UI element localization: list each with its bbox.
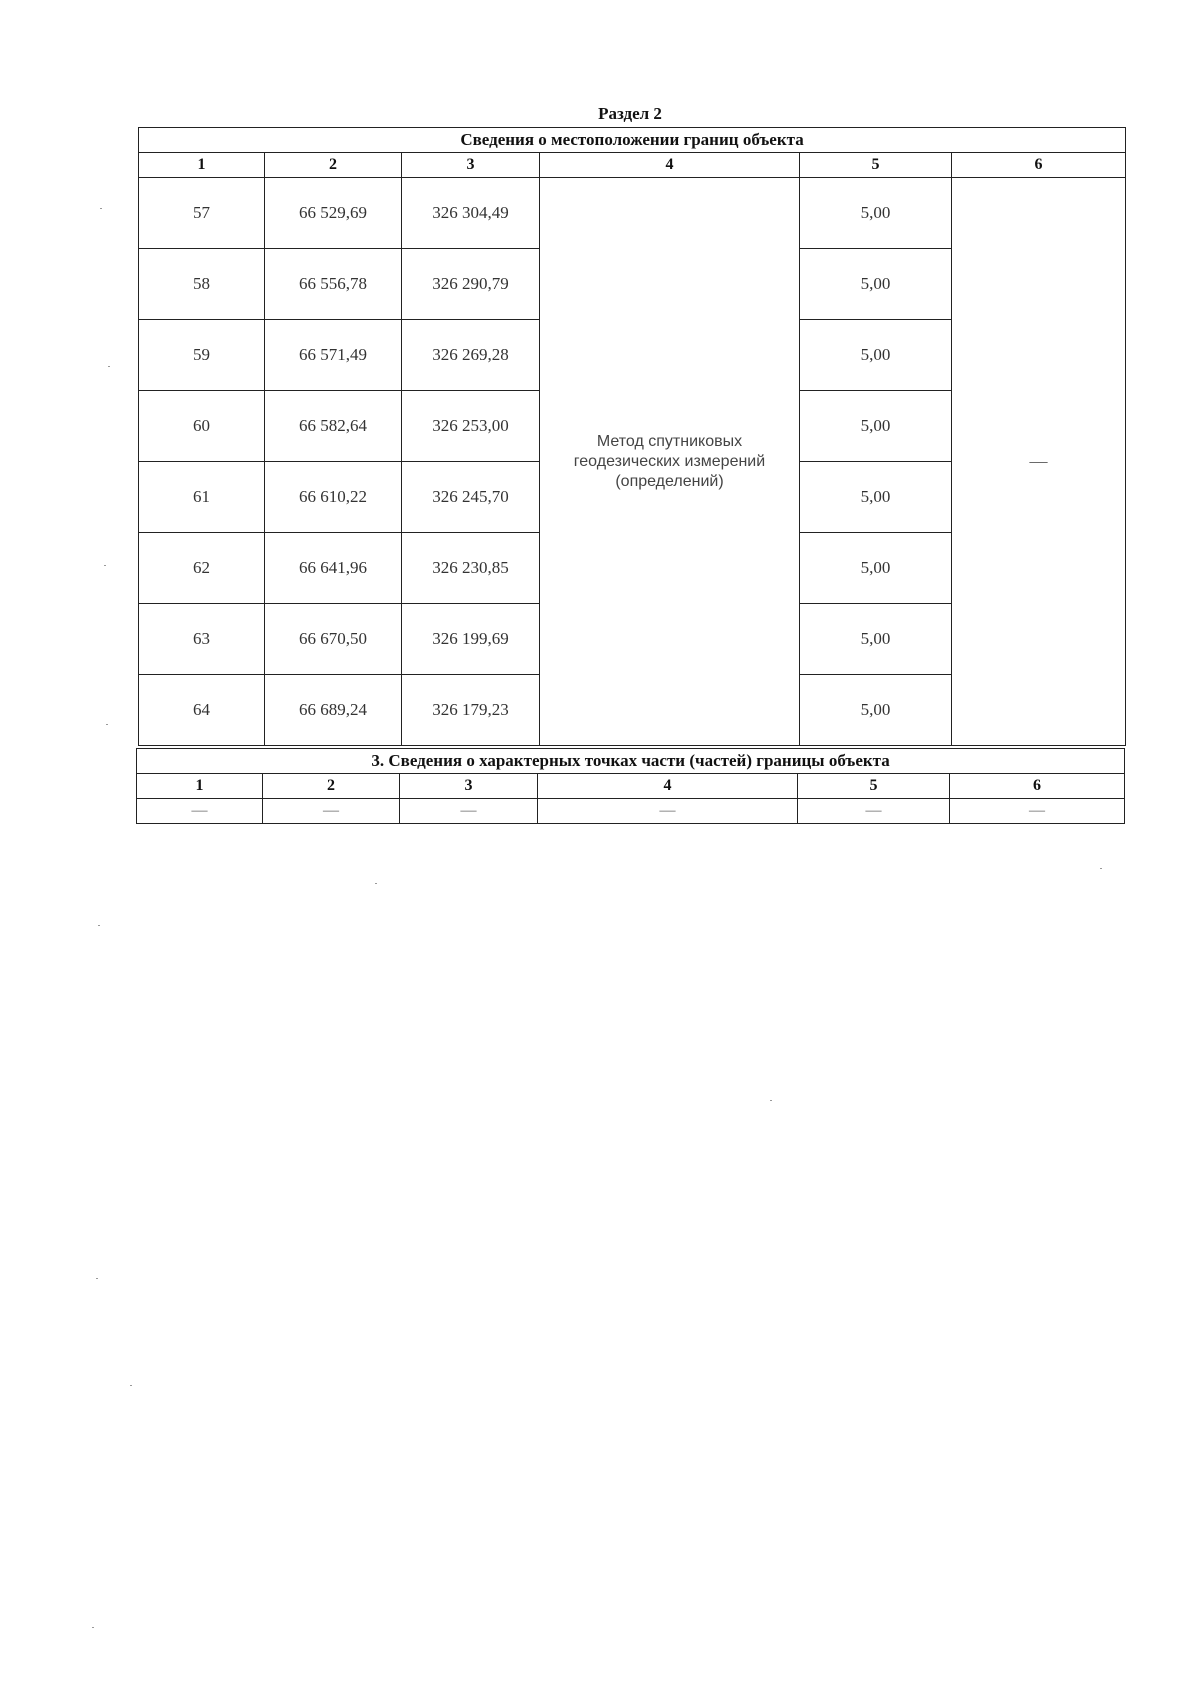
coordinate-x: 66 556,78 (265, 249, 402, 320)
column-header: 6 (952, 153, 1126, 178)
table-caption: 3. Сведения о характерных точках части (частей) границы объекта (137, 749, 1125, 774)
coordinate-y: 326 179,23 (402, 675, 540, 746)
point-number: 59 (139, 320, 265, 391)
coordinate-x: 66 689,24 (265, 675, 402, 746)
boundary-location-table (138, 127, 1126, 746)
coordinate-y: 326 304,49 (402, 178, 540, 249)
point-number: 64 (139, 675, 265, 746)
accuracy-value: 5,00 (800, 675, 952, 746)
column-header: 4 (538, 774, 798, 799)
accuracy-value: 5,00 (800, 249, 952, 320)
coordinate-y: 326 245,70 (402, 462, 540, 533)
empty-value: — (137, 799, 263, 824)
coordinate-y: 326 230,85 (402, 533, 540, 604)
coordinate-y: 326 253,00 (402, 391, 540, 462)
point-number: 60 (139, 391, 265, 462)
empty-value: — (950, 799, 1125, 824)
column-header: 1 (137, 774, 263, 799)
coordinate-x: 66 641,96 (265, 533, 402, 604)
point-number: 63 (139, 604, 265, 675)
table-caption: Сведения о местоположении границ объекта (139, 128, 1126, 153)
coordinate-x: 66 610,22 (265, 462, 402, 533)
accuracy-value: 5,00 (800, 533, 952, 604)
column-header: 4 (540, 153, 800, 178)
boundary-parts-table (136, 748, 1125, 824)
accuracy-value: 5,00 (800, 604, 952, 675)
point-number: 62 (139, 533, 265, 604)
accuracy-value: 5,00 (800, 462, 952, 533)
empty-value: — (400, 799, 538, 824)
column-header: 3 (402, 153, 540, 178)
column-header: 1 (139, 153, 265, 178)
coordinate-x: 66 529,69 (265, 178, 402, 249)
coordinate-y: 326 290,79 (402, 249, 540, 320)
accuracy-value: 5,00 (800, 178, 952, 249)
column-header: 2 (265, 153, 402, 178)
coordinate-x: 66 571,49 (265, 320, 402, 391)
column-header: 5 (798, 774, 950, 799)
empty-value: — (538, 799, 798, 824)
column-header: 6 (950, 774, 1125, 799)
method-cell: Метод спутниковых геодезических измерений (определений) (540, 178, 800, 746)
coordinate-y: 326 199,69 (402, 604, 540, 675)
section-title: Раздел 2 (598, 104, 662, 123)
column-6-value: — (952, 178, 1126, 746)
column-header-row (137, 774, 1125, 799)
table-row (139, 178, 1126, 249)
coordinate-x: 66 670,50 (265, 604, 402, 675)
empty-value: — (798, 799, 950, 824)
coordinate-y: 326 269,28 (402, 320, 540, 391)
point-number: 61 (139, 462, 265, 533)
column-header: 2 (263, 774, 400, 799)
point-number: 57 (139, 178, 265, 249)
table-row (137, 799, 1125, 824)
empty-value: — (263, 799, 400, 824)
accuracy-value: 5,00 (800, 391, 952, 462)
accuracy-value: 5,00 (800, 320, 952, 391)
point-number: 58 (139, 249, 265, 320)
column-header-row (139, 153, 1126, 178)
coordinate-x: 66 582,64 (265, 391, 402, 462)
column-header: 3 (400, 774, 538, 799)
column-header: 5 (800, 153, 952, 178)
